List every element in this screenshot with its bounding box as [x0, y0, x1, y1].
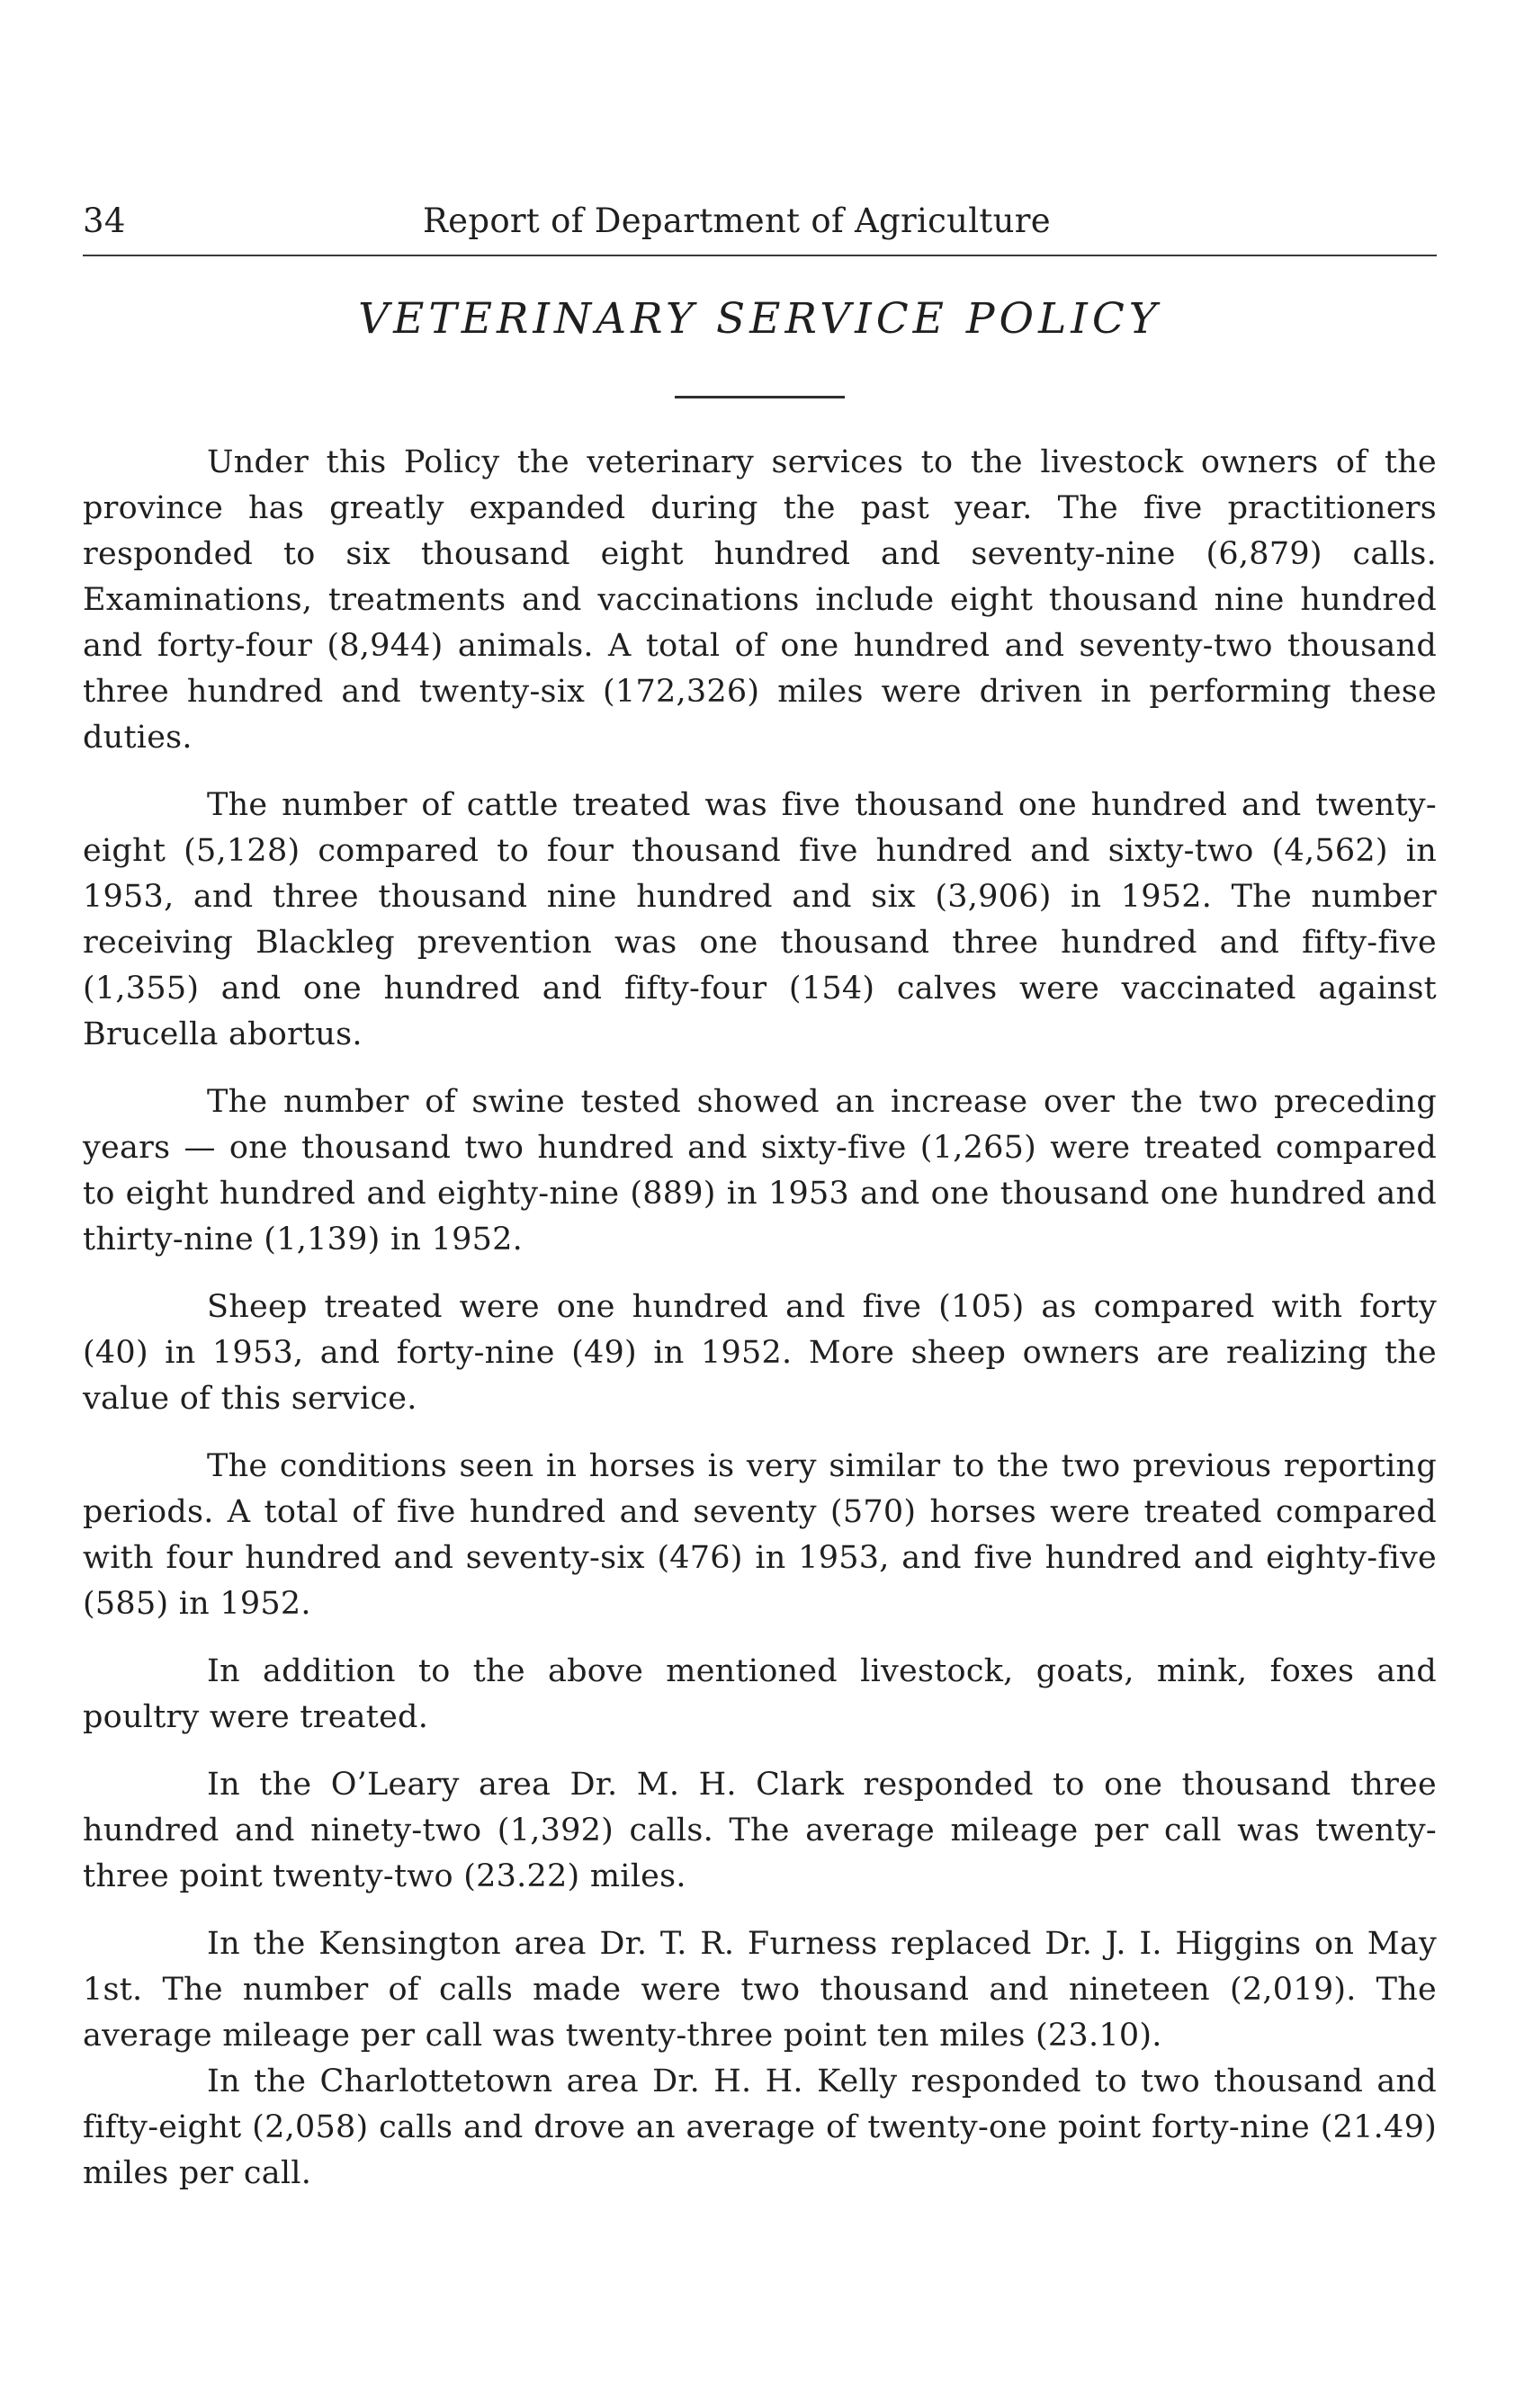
- section-title: VETERINARY SERVICE POLICY: [358, 294, 1161, 344]
- page-number: 34: [83, 201, 126, 240]
- paragraph-cattle: The number of cattle treated was five thousand one hundred and twenty-eight (5,128) compared to four thousand five hundred and sixty-two (4,562) in 1953, and three thousand nine hundred and six (3,906) in 1952. The number receiving Blackleg prevention was one thousand three hundred and fifty-five (1,355) and one hundred and fifty-four (154) calves were vaccinated against Brucella abortus.: [83, 787, 1437, 1052]
- running-head: [83, 196, 1437, 246]
- running-title: Report of Department of Agriculture: [423, 201, 1051, 240]
- paragraph-oleary-area: In the O’Leary area Dr. M. H. Clark responded to one thousand three hundred and ninety-two (1,392) calls. The average mileage per call was twenty-three point twenty-two (23.22) miles.: [83, 1767, 1437, 1894]
- title-rule: [675, 396, 845, 398]
- paragraph-sheep: Sheep treated were one hundred and five (105) as compared with forty (40) in 1953, and forty-nine (49) in 1952. More sheep owners are realizing the value of this service.: [83, 1289, 1437, 1417]
- body-text: [83, 440, 1437, 2197]
- document-page: [83, 196, 1437, 2197]
- paragraph-horses: The conditions seen in horses is very similar to the two previous reporting periods. A total of five hundred and seventy (570) horses were treated compared with four hundred and seventy-six (476) in 1953, and five hundred and eighty-five (585) in 1952.: [83, 1448, 1437, 1622]
- paragraph-swine: The number of swine tested showed an increase over the two preceding years — one thousand two hundred and sixty-five (1,265) were treated compared to eight hundred and eighty-nine (889) in 1953 and one thousand one hundred and thirty-nine (1,139) in 1952.: [83, 1084, 1437, 1258]
- header-rule: [83, 255, 1437, 256]
- paragraph-kensington-area: In the Kensington area Dr. T. R. Furness replaced Dr. J. I. Higgins on May 1st. The number of calls made were two thousand and nineteen (2,019). The average mileage per call was twenty-three point ten miles (23.10).: [83, 1926, 1437, 2054]
- paragraph-charlottetown-area: In the Charlottetown area Dr. H. H. Kelly responded to two thousand and fifty-eight (2,058) calls and drove an average of twenty-one point forty-nine (21.49) miles per call.: [83, 2063, 1437, 2191]
- paragraph-other-livestock: In addition to the above mentioned livestock, goats, mink, foxes and poultry were treated.: [83, 1653, 1437, 1735]
- paragraph-service-overview: Under this Policy the veterinary services to the livestock owners of the province has greatly expanded during the past year. The five practitioners responded to six thousand eight hundred and seventy-nine (6,879) calls. Examinations, treatments and vaccinations include eight thousand nine hundred and forty-four (8,944) animals. A total of one hundred and seventy-two thousand three hundred and twenty-six (172,326) miles were driven in performing these duties.: [83, 444, 1437, 756]
